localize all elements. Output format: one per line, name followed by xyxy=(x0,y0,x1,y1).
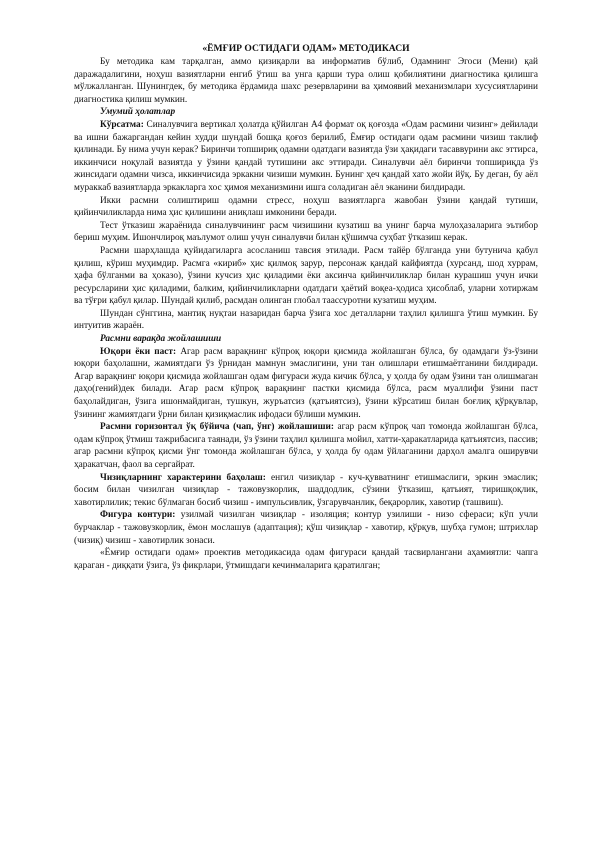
contour-label: Фигура контури: xyxy=(100,510,176,521)
section-heading-general: Умумий ҳолатлар xyxy=(100,107,176,118)
compare-paragraph: Икки расмни солиштириш одамни стресс, ноҳуш вазиятларга жавобан ўзини қандай тутиши, қийинчиликларда нима ҳис қилишини аниқлаш имконини беради. xyxy=(74,195,538,219)
section-heading-placement: Расмни варақда жойлашиши xyxy=(100,334,222,345)
vertical-placement-text: Агар расм варақнинг кўпроқ юқори қисмида жойлашган бўлса, бу одамдаги ўз-ўзини юқори баҳолашни, жамиятдаги ўз ўрнидан мамнун эмаслигини, уни тан олишлари етишмаётганини билдиради. Агар варақнинг юқори қисмида жойлашган одам фигураси жуда кичик бўлса, у ҳолда бу одам ўзини тан олишмаган даҳо(гений)дек билади. Агар расм кўпроқ варақнинг пастки қисмида бўлса, расм муаллифи ўзини паст баҳолайдиган, ўзига ишонмайдиган, тушкун, журъатсиз (қатъиятсиз), ўзини кўрсатиш билан боғлиқ қўрқувлар, ўзининг жамиятдаги ўрни билан қизиқмаслик ифодаси бўлиши мумкин. xyxy=(74,346,538,420)
document-title: «ЁМҒИР ОСТИДАГИ ОДАМ» МЕТОДИКАСИ xyxy=(202,43,410,54)
contour-paragraph xyxy=(74,509,538,547)
instruction-paragraph xyxy=(74,119,538,195)
horizontal-placement-label: Расмни горизонтал ўқ бўйича (чап, ўнг) жойлашиши: xyxy=(100,422,334,433)
lines-paragraph xyxy=(74,472,538,510)
vertical-placement-label: Юқори ёки паст: xyxy=(100,346,177,357)
intro-paragraph: Бу методика кам тарқалган, аммо қизиқарли ва информатив бўлиб, Одамнинг Эгоси (Мени) қай даражадалигини, ноҳуш вазиятларни енгиб ўтиш ва унга қарши тура олиш қобилиятини диагностика қилишга мўлжалланган. Шунингдек, бу методика ёрдамида шахс резервларини ва ҳимоявий механизмлари хусусиятларини диагностика қилиш мумкин. xyxy=(74,57,538,105)
analysis-paragraph: Шундан сўнггина, мантиқ нуқтаи назаридан барча ўзига хос деталларни таҳлил қилишга ўтиш мумкин. Бу интуитив жараён. xyxy=(74,308,538,332)
lines-label: Чизиқларнинг характерини баҳолаш: xyxy=(100,472,266,483)
instruction-text: Синалувчига вертикал ҳолатда қўйилган А4 формат оқ қоғозда «Одам расмини чизинг» дейилади ва ишни бажаргандан кейин худди шундай бошқа қоғоз берилиб, Ёмғир остидаги одам расмини чизиш таклиф қилинади. Бу нима учун керак? Биринчи топшириқ одамни одатдаги вазиятда ўзи ҳақидаги тасаввурини акс эттирса, иккинчиси ноқулай вазиятда у ўзини қандай тутишини акс эттиради. Синалувчи аёл биринчи топшириқда ўз жинсидаги одамни чизса, иккинчисида эркакни чизиши мумкин. Бунинг ҳеч қандай хато жойи йўқ. Бу деган, бу аёл мураккаб вазиятларда эркакларга хос ҳимоя механизмини ишга соладиган аёл эканини билдиради. xyxy=(74,119,538,193)
lines-text: енгил чизиқлар - куч-қувватнинг етишмаслиги, эркин эмаслик; босим билан чизилган чизиқлар - тажовузкорлик, шаддодлик, сўзини ўтказиш, қатъият, тиришқоқлик, хавотирлилик; текис бўлмаган босиб чизиш - импульсивлик, ўзгарувчанлик, беқарорлик, хавотир (ташвиш). xyxy=(74,472,538,508)
horizontal-placement-text: агар расм кўпроқ чап томонда жойлашган бўлса, одам кўпроқ ўтмиш тажрибасига таянади, ўз ўзини таҳлил қилишга мойил, хатти-ҳаракатларида қатъиятсиз, пассив; агар расмни кўпроқ қисми ўнг томонда жойлашган бўлса, у ҳолда бу одам ўйлаганини дарҳол амалга оширувчи ҳаракатчан, фаол ва сергайрат. xyxy=(74,422,538,470)
vertical-placement-paragraph xyxy=(74,346,538,422)
document-page xyxy=(74,42,538,572)
horizontal-placement-paragraph xyxy=(74,421,538,471)
contour-text: узилмай чизилган чизиқлар - изоляция; контур узилиши - низо сфераси; кўп учли бурчаклар - тажовузкорлик, ёмон мослашув (адаптация); қўш чизиқлар - хавотир, қўрқув, шубҳа гумон; штрихлар (чизиқ) чизиш - хавотирлик зонаси. xyxy=(74,510,539,546)
interpretation-paragraph: Расмни шарҳлашда қуйидагиларга асосланиш тавсия этилади. Расм тайёр бўлганда уни бутунича қабул қилиш, кўриш муҳимдир. Расмга «кириб» ҳис қилмоқ зарур, персонаж қандай кайфиятда (хурсанд, шод хуррам, ҳафа бўлганми ва ҳоказо), ўзини кучсиз ҳис қиладими ёки аксинча қийинчиликлар билан курашиш учун ички ресурсларини ҳис қиладими, балким, қийинчиликларни одатдаги ҳаётий воқеа-ҳодиса ҳисоблаб, уларни хотиржам ва тўғри қабул қилар. Шундай қилиб, расмдан олинган глобал таассуротни кузатиш муҳим. xyxy=(74,245,538,307)
test-paragraph: Тест ўтказиш жараёнида синалувчининг расм чизишини кузатиш ва унинг барча мулоҳазаларига эътибор бериш муҳим. Ишончлироқ маълумот олиш учун синалувчи билан қўшимча суҳбат ўтказиш керак. xyxy=(74,220,538,244)
instruction-label: Кўрсатма: xyxy=(100,119,144,130)
final-paragraph: «Ёмғир остидаги одам» проектив методикасида одам фигураси қандай тасвирлангани аҳамиятли: чапга қараган - диққати ўзига, ўз фикрлари, ўтмишдаги кечинмаларига қаратилган; xyxy=(74,548,538,571)
